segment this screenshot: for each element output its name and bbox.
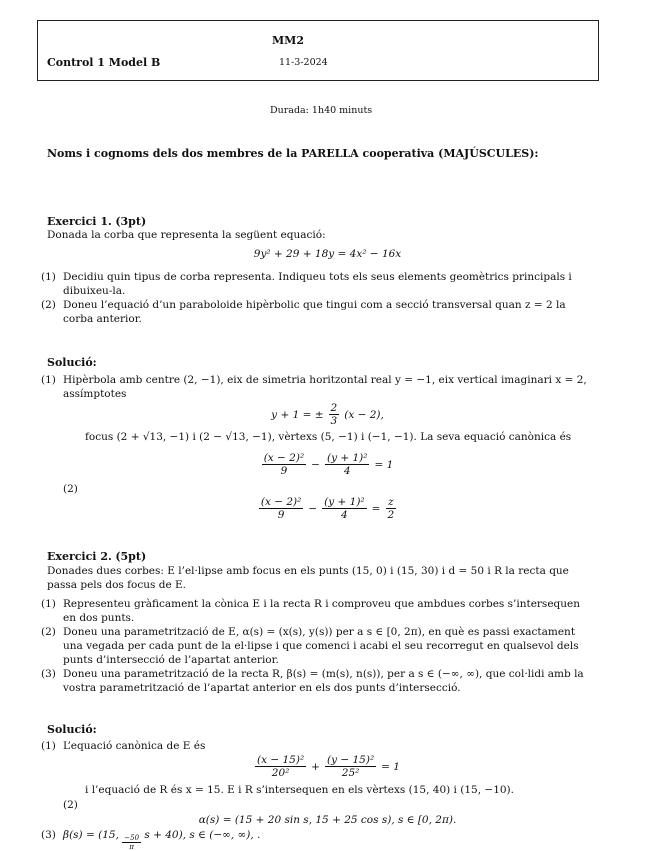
item-text: Doneu l’equació d’un paraboloide hipèrbolic que tingui com a secció transversal quan z = 2 la corba anterior.	[63, 299, 566, 325]
item-number: (2)	[41, 299, 56, 311]
item-number: (1)	[41, 598, 56, 610]
fraction	[262, 452, 306, 477]
beta-suffix: s + 40), s ∈ (−∞, ∞), .	[144, 829, 261, 841]
exercise-1-equation: 9y² + 29 + 18y = 4x² − 16x	[253, 248, 402, 260]
item-text: Hipèrbola amb centre (2, −1), eix de simetria horitzontal real y = −1, eix vertical imaginari x = 2, assímptotes	[63, 374, 587, 400]
asymptote-fraction	[329, 402, 340, 427]
operator: −	[311, 458, 320, 471]
item-number: (1)	[41, 740, 56, 752]
fraction-den: 2	[387, 509, 395, 522]
solution-2-item-1-after: i l’equació de R és x = 15. E i R s’intersequen en els vèrtexs (15, 40) i (15, −10).	[85, 784, 514, 796]
fraction	[385, 496, 396, 521]
item-text: Decidiu quin tipus de corba representa. Indiqueu tots els seus elements geomètrics principals i dibuixeu-la.	[63, 271, 572, 297]
solution-2-title: Solució:	[47, 723, 97, 736]
asymptote-rhs: (x − 2),	[344, 408, 384, 421]
exercise-2-item-2	[41, 625, 591, 667]
operator: =	[371, 502, 381, 515]
fraction-num: (y + 1)²	[324, 496, 365, 508]
solution-1-item-2-number: (2)	[63, 483, 78, 495]
exercise-1-heading	[47, 215, 146, 228]
exercise-2-intro: Donades dues corbes: E l’el·lipse amb focus en els punts (15, 0) i (15, 30) i d = 50 i R la recta que passa pels dos focus de E.	[47, 565, 569, 591]
paraboloid-equation	[0, 496, 655, 521]
fraction-den: 4	[343, 465, 351, 478]
fraction-den: 25²	[341, 767, 360, 780]
item-number: (1)	[41, 271, 56, 283]
fraction-num: 2	[330, 402, 338, 414]
fraction-den: 4	[341, 509, 348, 522]
item-text: Representeu gràficament la cònica E i la recta R i comproveu que ambdues corbes s’intersequen en dos punts.	[63, 598, 580, 624]
fraction-num: (x − 2)²	[263, 452, 305, 464]
fraction	[322, 496, 367, 521]
item-number: (2)	[41, 626, 56, 638]
header-box	[37, 20, 599, 81]
solution-1-item-1	[41, 373, 591, 401]
fraction-den: 9	[280, 465, 288, 478]
item-number: (1)	[41, 374, 56, 386]
fraction	[325, 754, 376, 779]
item-number: (3)	[41, 668, 56, 680]
item-text: L’equació canònica de E és	[63, 740, 206, 752]
solution-2-item-2-number: (2)	[63, 799, 78, 811]
exercise-2-title: Exercici 2.	[47, 550, 112, 563]
fraction	[325, 452, 370, 477]
exam-title: Control 1 Model B	[47, 56, 161, 69]
ellipse-canonical-equation	[0, 754, 655, 779]
fraction-den: π	[129, 843, 134, 851]
fraction-num: (y + 1)²	[326, 452, 368, 464]
names-prompt: Noms i cognoms dels dos membres de la PARELLA cooperativa (MAJÚSCULES):	[47, 147, 539, 160]
asymptote-lhs: y + 1 = ±	[271, 408, 324, 421]
fraction	[259, 496, 303, 521]
solution-2-item-1	[41, 740, 591, 752]
fraction-den: 20²	[271, 767, 290, 780]
item-number: (3)	[41, 829, 56, 841]
fraction-num: −50	[124, 834, 140, 842]
course-title: MM2	[272, 34, 305, 47]
exercise-2-item-1	[41, 597, 591, 625]
equation-rhs: = 1	[374, 458, 394, 471]
solution-1-title: Solució:	[47, 356, 97, 369]
exercise-1-points: (3pt)	[115, 215, 147, 228]
duration: Durada: 1h40 minuts	[270, 105, 373, 116]
exercise-2-points: (5pt)	[115, 550, 147, 563]
alpha-parametrization: α(s) = (15 + 20 sin s, 15 + 25 cos s), s ∈ [0, 2π).	[198, 814, 457, 826]
beta-fraction	[122, 834, 141, 851]
fraction-num: (x − 15)²	[257, 754, 305, 766]
hyperbola-canonical-equation	[0, 452, 655, 477]
fraction	[255, 754, 306, 779]
item-text: Doneu una parametrització de la recta R, β(s) = (m(s), n(s)), per a s ∈ (−∞, ∞), que col·lidi amb la vostra parametrització de l’apartat anterior en els dos punts d’intersecció.	[63, 668, 584, 694]
equation-rhs: = 1	[381, 760, 400, 773]
operator: +	[311, 760, 320, 773]
item-text: Doneu una parametrització de E, α(s) = (x(s), y(s)) per a s ∈ [0, 2π), en què es passi exactament una vegada per cada punt de la el·lipse i que comenci i acabi el seu recorregut en qualsevol dels punts d’intersecció de l’apartat anterior.	[63, 626, 579, 666]
fraction-num: (y − 15)²	[326, 754, 375, 766]
exercise-1-item-1	[41, 270, 591, 298]
beta-prefix: β(s) = (15,	[63, 829, 119, 841]
fraction-den: 3	[330, 415, 338, 428]
fraction-den: 9	[277, 509, 285, 522]
fraction-num: (x − 2)²	[260, 496, 302, 508]
exam-date: 11-3-2024	[279, 57, 328, 68]
exercise-1-item-2	[41, 298, 591, 326]
focus-text: focus (2 + √13, −1) i (2 − √13, −1), vèrtexs (5, −1) i (−1, −1). La seva equació canònica és	[85, 431, 572, 443]
fraction-num: z	[388, 496, 394, 508]
exercise-1-title: Exercici 1.	[47, 215, 112, 228]
exercise-1-intro: Donada la corba que representa la següent equació:	[47, 229, 326, 241]
asymptote-equation	[0, 402, 655, 427]
operator: −	[308, 502, 318, 515]
exercise-2-item-3	[41, 667, 591, 695]
exercise-2-heading	[47, 550, 146, 563]
